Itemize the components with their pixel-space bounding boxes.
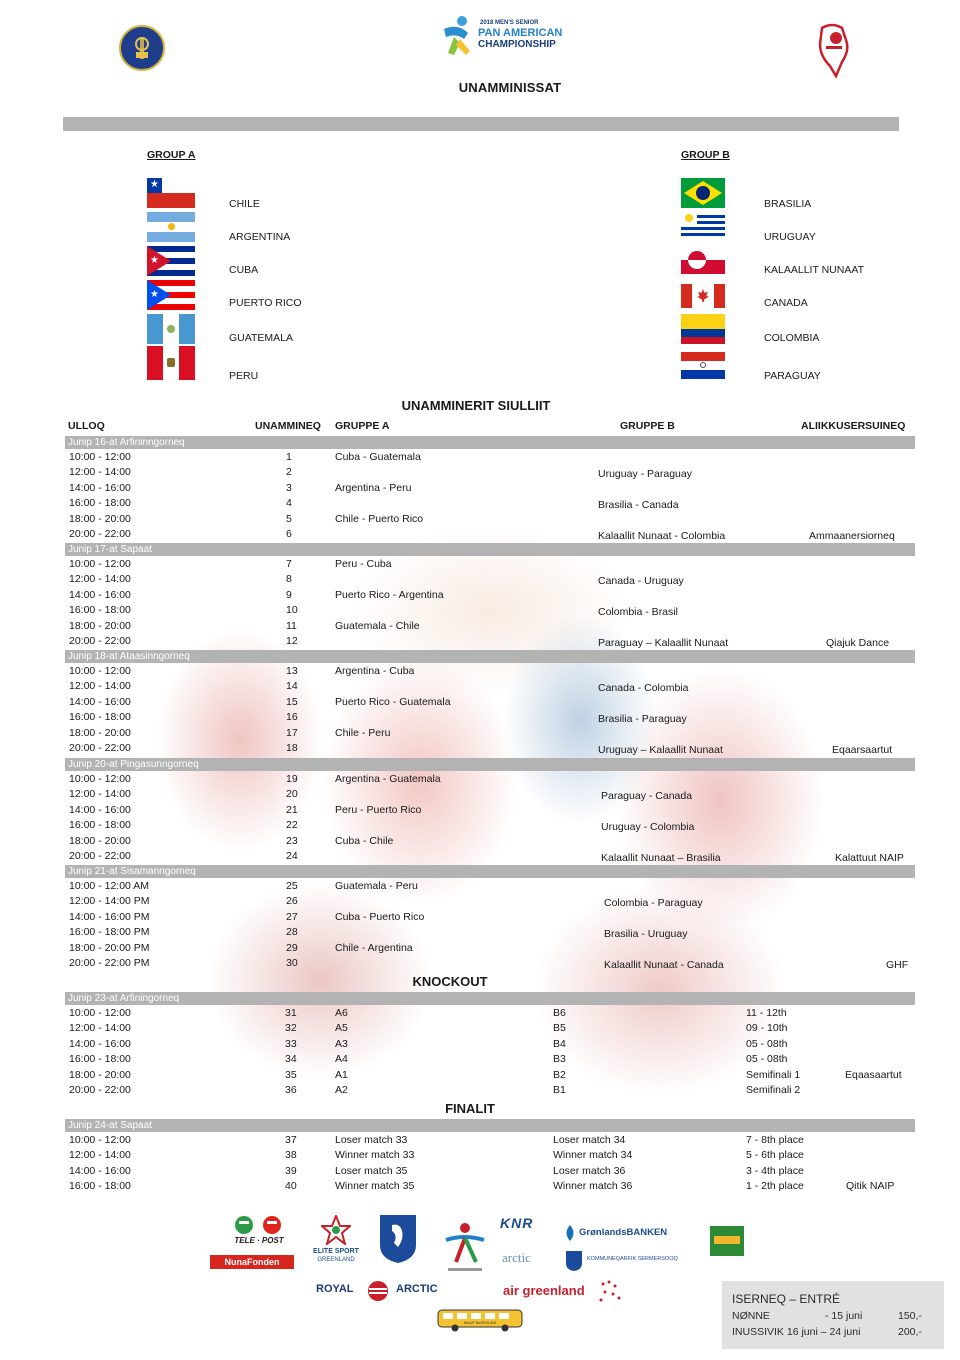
chile-flag: ★: [147, 178, 195, 208]
placement-label: 05 - 08th: [746, 1037, 788, 1050]
match-time: 10:00 - 12:00: [69, 1134, 131, 1146]
match-number: 7: [286, 558, 292, 570]
match-number: 23: [286, 834, 298, 847]
match-number: 11: [286, 619, 297, 632]
knockout-slot-b: B4: [553, 1037, 566, 1050]
match-time: 14:00 - 16:00: [69, 803, 131, 816]
group-a-match: Puerto Rico - Guatemala: [335, 695, 451, 708]
match-time: 18:00 - 20:00: [69, 834, 131, 847]
match-time: 12:00 - 14:00 PM: [69, 895, 150, 908]
match-number: 28: [286, 926, 298, 939]
finals-slot-b: Winner match 34: [553, 1149, 633, 1162]
placement-label: 7 - 8th place: [746, 1134, 804, 1146]
match-time: 16:00 - 18:00: [69, 711, 131, 724]
air-greenland-logo: [503, 1278, 627, 1304]
group-b-match: Kalaallit Nunaat – Brasilia: [601, 852, 721, 864]
group-b-match: Uruguay – Kalaallit Nunaat: [598, 744, 723, 756]
air-greenland-text: air greenland: [503, 1283, 585, 1298]
match-time: 10:00 - 12:00: [69, 558, 131, 570]
match-time: 16:00 - 18:00: [69, 604, 131, 617]
match-time: 12:00 - 14:00: [69, 680, 131, 693]
match-number: 29: [286, 941, 298, 954]
telepost-logo: [228, 1215, 290, 1249]
match-number: 18: [286, 742, 298, 754]
placement-label: 11 - 12th: [746, 1007, 787, 1019]
finals-slot-a: Winner match 35: [335, 1180, 415, 1193]
knockout-slot-b: B3: [553, 1053, 566, 1066]
event-label: Eqaasaartut: [845, 1068, 902, 1081]
knockout-slot-b: B2: [553, 1068, 566, 1081]
group-a-match: Guatemala - Peru: [335, 880, 418, 892]
match-number: 32: [285, 1022, 297, 1035]
group-a-match: Chile - Argentina: [335, 941, 413, 954]
kommuneqarfik-sermersooq-logo: [565, 1250, 705, 1272]
event-logo-line-2: PAN AMERICAN: [478, 27, 563, 39]
match-time: 16:00 - 18:00: [69, 1053, 131, 1066]
finals-day-bar: [65, 1119, 915, 1132]
group-b-team-6: PARAGUAY: [764, 370, 821, 382]
group-a-match: Argentina - Cuba: [335, 665, 415, 677]
match-time: 14:00 - 16:00: [69, 481, 131, 494]
handball-figure-logo: [440, 1222, 490, 1278]
match-number: 14: [286, 680, 298, 693]
elite-sport-logo: [305, 1215, 367, 1267]
event-label: Qiajuk Dance: [826, 637, 890, 649]
group-b-match: Canada - Colombia: [598, 682, 689, 695]
match-time: 14:00 - 16:00: [69, 1037, 131, 1050]
nuup-bussii-text: NUUP BUSSII A/S: [463, 1320, 497, 1325]
page-title: UNAMMINISSAT: [458, 80, 562, 95]
price-row-2-value: 200,-: [898, 1326, 922, 1338]
match-time: 18:00 - 20:00: [69, 512, 131, 525]
day-bar-4-label: Junip 20-at Pingasunngorneq: [68, 759, 199, 770]
group-b-team-2: URUGUAY: [764, 231, 816, 243]
event-label: Eqaarsaartut: [832, 744, 893, 756]
gronlandsbanken-text: GrønlandsBANKEN: [579, 1227, 668, 1238]
knockout-day-bar: [65, 992, 915, 1005]
col-group-b-header: GRUPPE B: [620, 420, 675, 432]
match-number: 30: [286, 957, 298, 969]
group-a-match: Argentina - Guatemala: [335, 773, 441, 785]
match-number: 2: [286, 466, 292, 479]
group-b-match: Colombia - Brasil: [598, 606, 678, 619]
match-time: 10:00 - 12:00: [69, 451, 131, 463]
match-number: 1: [286, 451, 292, 463]
match-time: 18:00 - 20:00 PM: [69, 941, 150, 954]
match-number: 40: [285, 1180, 297, 1193]
match-number: 6: [286, 528, 292, 540]
group-a-match: Cuba - Guatemala: [335, 451, 421, 463]
group-a-label: GROUP A: [147, 149, 196, 161]
event-label: Ammaanersiorneq: [809, 530, 895, 542]
finals-slot-a: Winner match 33: [335, 1149, 415, 1162]
schedule-title: UNAMMINERIT SIULLIIT: [401, 398, 551, 413]
event-label: GHF: [886, 959, 909, 971]
match-number: 36: [285, 1084, 297, 1096]
knockout-slot-a: A4: [335, 1053, 348, 1066]
match-number: 38: [285, 1149, 297, 1162]
finals-slot-a: Loser match 33: [335, 1134, 408, 1146]
match-time: 14:00 - 16:00: [69, 588, 131, 601]
telepost-text: TELE · POST: [234, 1236, 284, 1245]
price-row-1-label: NØNNE: [732, 1310, 770, 1322]
group-a-team-3: CUBA: [229, 264, 259, 276]
match-time: 20:00 - 22:00 PM: [69, 957, 150, 969]
event-logo-line-3: CHAMPIONSHIP: [478, 39, 556, 50]
green-sponsor-logo: [710, 1226, 744, 1256]
group-a-match: Chile - Puerto Rico: [335, 512, 424, 525]
day-bar-3-label: Junip 18-at Ataasinngorneq: [68, 651, 190, 662]
price-row-2-label: INUSSIVIK 16 juni – 24 juni: [732, 1326, 861, 1338]
group-a-match: Chile - Peru: [335, 726, 391, 739]
group-a-team-2: ARGENTINA: [229, 231, 291, 243]
knockout-slot-a: A3: [335, 1037, 348, 1050]
match-number: 12: [286, 635, 298, 647]
match-time: 14:00 - 16:00: [69, 695, 131, 708]
elite-sport-text-2: GREENLAND: [317, 1257, 355, 1263]
day-bar-4: [65, 758, 915, 771]
match-number: 13: [286, 665, 298, 677]
match-time: 12:00 - 14:00: [69, 466, 131, 479]
group-b-match: Uruguay - Paraguay: [598, 468, 692, 481]
group-a-team-4: PUERTO RICO: [229, 297, 302, 309]
group-b-match: Paraguay – Kalaallit Nunaat: [598, 637, 729, 649]
match-time: 14:00 - 16:00: [69, 1164, 131, 1177]
match-time: 10:00 - 12:00: [69, 1007, 131, 1019]
match-time: 18:00 - 20:00: [69, 619, 131, 632]
match-time: 12:00 - 14:00: [69, 573, 131, 586]
match-number: 20: [286, 788, 298, 801]
match-time: 20:00 - 22:00: [69, 528, 131, 540]
group-b-match: Brasilia - Canada: [598, 499, 679, 512]
knockout-slot-a: A2: [335, 1084, 348, 1096]
group-b-match: Kalaallit Nunaat - Colombia: [598, 530, 726, 542]
match-number: 8: [286, 573, 292, 586]
price-row-1-dates: - 15 juni: [825, 1310, 863, 1322]
event-label: Kalattuut NAIP: [835, 852, 904, 864]
arctic-word-text: ARCTIC: [396, 1283, 438, 1295]
col-match-header: UNAMMINEQ: [255, 420, 321, 432]
match-number: 37: [285, 1134, 297, 1146]
placement-label: 1 - 2th place: [746, 1180, 804, 1193]
arctic-command-logo: [502, 1250, 546, 1268]
puerto-rico-flag: ★: [147, 280, 195, 310]
match-number: 31: [285, 1007, 297, 1019]
group-a-match: Cuba - Puerto Rico: [335, 910, 425, 923]
knockout-title: KNOCKOUT: [412, 974, 488, 989]
match-number: 4: [286, 497, 292, 510]
elite-sport-text-1: ELITE SPORT: [313, 1248, 359, 1255]
group-b-team-5: COLOMBIA: [764, 332, 820, 344]
knockout-slot-b: B1: [553, 1084, 566, 1096]
group-a-match: Peru - Puerto Rico: [335, 803, 422, 816]
knockout-day-bar-label: Junip 23-at Arfiningorneq: [68, 993, 180, 1004]
col-events-header: ALIIKKUSERSUINEQ: [801, 420, 906, 432]
match-number: 25: [286, 880, 298, 892]
placement-label: Semifinali 1: [746, 1068, 801, 1081]
knockout-slot-a: A1: [335, 1068, 348, 1081]
gronlandsbanken-logo: [563, 1223, 685, 1243]
knockout-slot-b: B5: [553, 1022, 566, 1035]
match-number: 35: [285, 1068, 297, 1081]
match-time: 12:00 - 14:00: [69, 1022, 131, 1035]
group-b-match: Uruguay - Colombia: [601, 821, 695, 834]
nunafonden-text: NunaFonden: [224, 1257, 280, 1267]
day-bar-5: [65, 865, 915, 878]
match-time: 20:00 - 22:00: [69, 742, 131, 754]
group-b-team-4: CANADA: [764, 297, 808, 309]
match-time: 12:00 - 14:00: [69, 1149, 131, 1162]
event-label: Qitik NAIP: [846, 1180, 895, 1193]
match-time: 16:00 - 18:00: [69, 1180, 131, 1193]
group-a-match: Peru - Cuba: [335, 558, 392, 570]
group-b-match: Brasilia - Paraguay: [598, 713, 687, 726]
arctic-text: arctic: [502, 1250, 531, 1265]
placement-label: 09 - 10th: [746, 1022, 788, 1035]
group-a-team-5: GUATEMALA: [229, 332, 293, 344]
match-time: 18:00 - 20:00: [69, 1068, 131, 1081]
finals-slot-b: Loser match 34: [553, 1134, 626, 1146]
col-time-header: ULLOQ: [68, 420, 105, 432]
day-bar-1: [65, 436, 915, 449]
col-group-a-header: GRUPPE A: [335, 420, 390, 432]
match-number: 39: [285, 1164, 297, 1177]
match-number: 10: [286, 604, 298, 617]
match-number: 24: [286, 850, 298, 862]
group-b-match: Paraguay - Canada: [601, 790, 693, 803]
group-b-match: Kalaallit Nunaat - Canada: [604, 959, 724, 971]
royal-arctic-logo: [316, 1280, 448, 1302]
match-time: 16:00 - 18:00: [69, 819, 131, 832]
match-number: 5: [286, 512, 292, 525]
cuba-flag: ★: [147, 246, 195, 276]
shield-crest-logo: [378, 1213, 418, 1265]
placement-label: 5 - 6th place: [746, 1149, 804, 1162]
match-number: 9: [286, 588, 292, 601]
knockout-slot-b: B6: [553, 1007, 566, 1019]
match-number: 34: [285, 1053, 297, 1066]
day-bar-3: [65, 650, 915, 663]
match-time: 20:00 - 22:00: [69, 1084, 131, 1096]
match-number: 26: [286, 895, 298, 908]
group-a-match: Argentina - Peru: [335, 481, 412, 494]
finals-slot-b: Loser match 36: [553, 1164, 626, 1177]
kommune-text: KOMMUNEQARFIK SERMERSOOQ: [587, 1256, 678, 1262]
match-time: 14:00 - 16:00 PM: [69, 910, 150, 923]
match-time: 10:00 - 12:00 AM: [69, 880, 149, 892]
finals-slot-b: Winner match 36: [553, 1180, 633, 1193]
finals-slot-a: Loser match 35: [335, 1164, 408, 1177]
day-bar-1-label: Junip 16-at Arfininngorneq: [68, 437, 185, 448]
knockout-slot-a: A6: [335, 1007, 348, 1019]
group-a-team-1: CHILE: [229, 198, 260, 210]
entry-price-box: [722, 1281, 944, 1349]
price-title: ISERNEQ – ENTRÉ: [732, 1292, 841, 1306]
group-b-match: Colombia - Paraguay: [604, 897, 703, 910]
group-b-match: Brasilia - Uruguay: [604, 928, 688, 941]
finals-day-bar-label: Junip 24-at Sapaat: [68, 1120, 152, 1131]
match-time: 18:00 - 20:00: [69, 726, 131, 739]
match-time: 16:00 - 18:00: [69, 497, 131, 510]
group-a-match: Cuba - Chile: [335, 834, 394, 847]
group-a-match: Puerto Rico - Argentina: [335, 588, 444, 601]
nunafonden-logo: [210, 1255, 294, 1269]
day-bar-5-label: Junip 21-at Sisamanngorneq: [68, 866, 196, 877]
event-logo-line-1: 2018 MEN'S SENIOR: [480, 20, 539, 26]
match-time: 10:00 - 12:00: [69, 665, 131, 677]
group-b-team-1: BRASILIA: [764, 198, 812, 210]
nuup-bussii-logo: [437, 1308, 523, 1332]
match-time: 20:00 - 22:00: [69, 635, 131, 647]
group-a-match: Guatemala - Chile: [335, 619, 420, 632]
placement-label: 05 - 08th: [746, 1053, 788, 1066]
price-row-1-value: 150,-: [898, 1310, 922, 1322]
match-number: 19: [286, 773, 298, 785]
match-number: 21: [286, 803, 298, 816]
match-number: 3: [286, 481, 292, 494]
placement-label: Semifinali 2: [746, 1084, 801, 1096]
match-number: 15: [286, 695, 298, 708]
royal-text: ROYAL: [316, 1283, 354, 1295]
group-b-label: GROUP B: [681, 149, 730, 161]
day-bar-2: [65, 543, 915, 556]
match-time: 10:00 - 12:00: [69, 773, 131, 785]
match-time: 16:00 - 18:00 PM: [69, 926, 150, 939]
match-number: 16: [286, 711, 298, 724]
match-number: 22: [286, 819, 298, 832]
group-b-match: Canada - Uruguay: [598, 575, 684, 588]
knockout-slot-a: A5: [335, 1022, 348, 1035]
match-number: 27: [286, 910, 298, 923]
knr-logo: [500, 1215, 548, 1235]
match-number: 17: [286, 726, 298, 739]
group-b-team-3: KALAALLIT NUNAAT: [764, 264, 864, 276]
match-time: 20:00 - 22:00: [69, 850, 131, 862]
match-time: 12:00 - 14:00: [69, 788, 131, 801]
match-number: 33: [285, 1037, 297, 1050]
placement-label: 3 - 4th place: [746, 1164, 804, 1177]
finals-title: FINALIT: [445, 1101, 495, 1116]
group-a-team-6: PERU: [229, 370, 259, 382]
knr-text: KNR: [500, 1215, 534, 1231]
day-bar-2-label: Junip 17-at Sapaat: [68, 544, 152, 555]
